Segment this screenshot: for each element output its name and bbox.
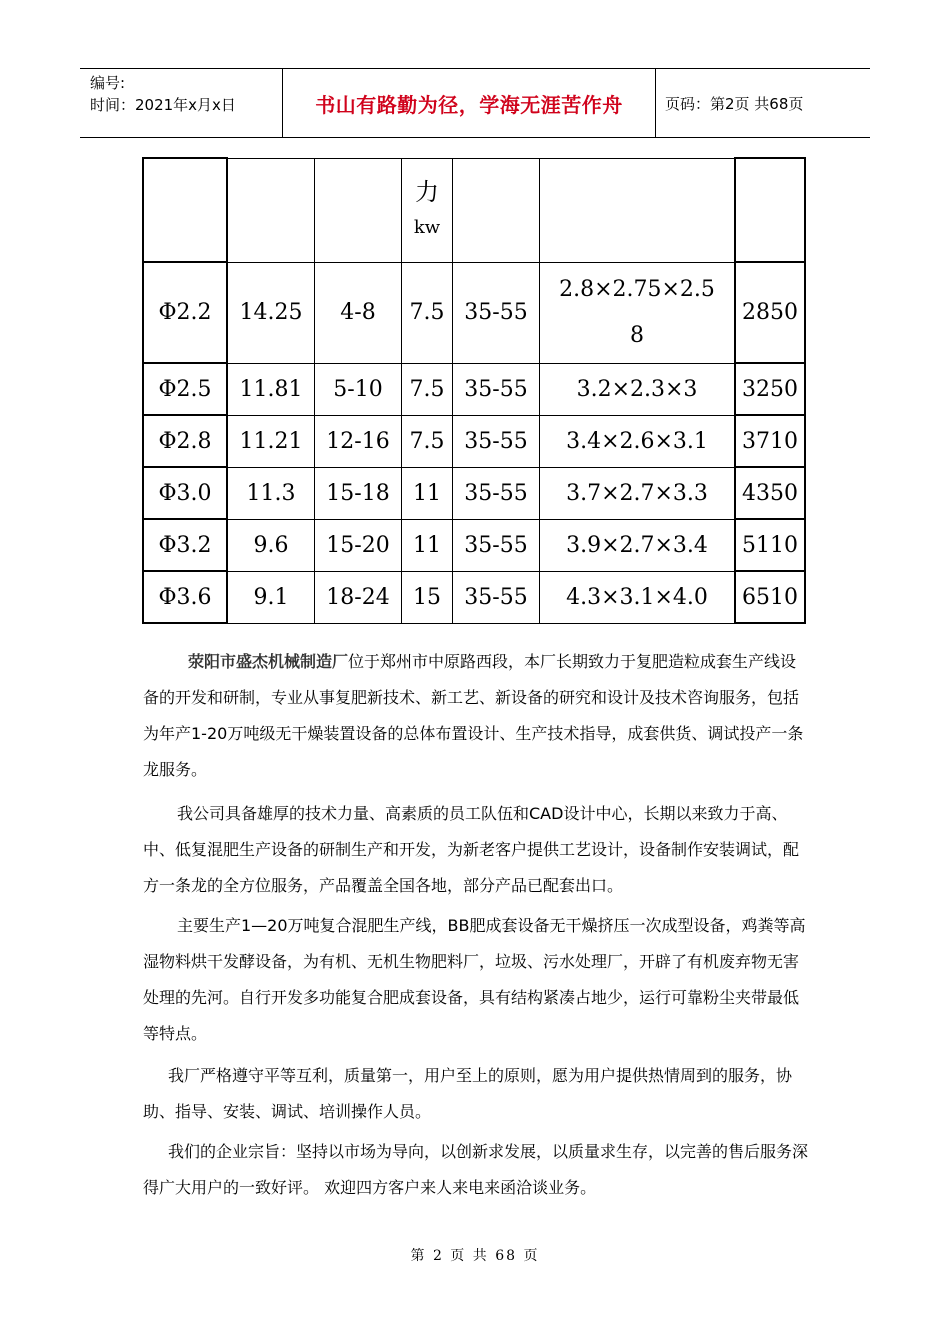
- table-cell: 7.5: [402, 415, 453, 467]
- table-cell: 35-55: [453, 519, 540, 571]
- power-head-char: 力: [415, 178, 439, 206]
- table-header-power: [402, 158, 453, 262]
- header-meta: [80, 69, 282, 137]
- table-cell: 15-20: [315, 519, 402, 571]
- power-head-unit: kw: [413, 217, 441, 238]
- table-cell: Φ2.2: [143, 262, 227, 363]
- dim-line-2: 8: [630, 322, 644, 348]
- table-cell: Φ2.8: [143, 415, 227, 467]
- page-header: [80, 68, 870, 138]
- table-header-cell: [315, 158, 402, 262]
- table-header-cell: [227, 158, 315, 262]
- table-cell: 11: [402, 467, 453, 519]
- table-cell: 11.21: [227, 415, 315, 467]
- paragraph-principles: 我厂严格遵守平等互利，质量第一，用户至上的原则，愿为用户提供热情周到的服务，协助、指导、安装、调试、培训操作人员。: [143, 1066, 793, 1121]
- table-row: [143, 262, 805, 363]
- table-cell: 11: [402, 519, 453, 571]
- paragraph-capability: 我公司具备雄厚的技术力量、高素质的员工队伍和CAD设计中心，长期以来致力于高、中、低复混肥生产设备的研制生产和开发，为新老客户提供工艺设计，设备制作安装调试，配方一条龙的全方位服务，产品覆盖全国各地，部分产品已配套出口。: [143, 804, 800, 895]
- table-cell: 14.25: [227, 262, 315, 363]
- table-cell: 11.81: [227, 363, 315, 415]
- table-cell: 7.5: [402, 363, 453, 415]
- spec-table: [142, 157, 806, 624]
- table-cell: Φ2.5: [143, 363, 227, 415]
- table-cell: 3250: [735, 363, 805, 415]
- header-motto: 书山有路勤为径，学海无涯苦作舟: [282, 69, 656, 137]
- table-cell: 9.1: [227, 571, 315, 623]
- table-cell: 35-55: [453, 262, 540, 363]
- table-row: [143, 571, 805, 623]
- table-cell: 3.9×2.7×3.4: [540, 519, 736, 571]
- table-cell: 3710: [735, 415, 805, 467]
- table-cell: 2850: [735, 262, 805, 363]
- dim-line-1: 2.8×2.75×2.5: [559, 276, 715, 302]
- paragraph-intro: [143, 644, 808, 788]
- company-name: 荥阳市盛杰机械制造厂: [188, 652, 349, 671]
- table-cell: 15: [402, 571, 453, 623]
- table-cell: 3.7×2.7×3.3: [540, 467, 736, 519]
- body-text: [143, 644, 808, 1206]
- table-cell: 3.2×2.3×3: [540, 363, 736, 415]
- header-time-label: 时间：2021年x月x日: [90, 96, 236, 114]
- table-cell: 4-8: [315, 262, 402, 363]
- table-row: [143, 467, 805, 519]
- table-cell: 6510: [735, 571, 805, 623]
- table-cell: 35-55: [453, 571, 540, 623]
- table-cell: 35-55: [453, 363, 540, 415]
- table-cell: 7.5: [402, 262, 453, 363]
- table-cell: 5110: [735, 519, 805, 571]
- table-cell: 9.6: [227, 519, 315, 571]
- table-cell: 11.3: [227, 467, 315, 519]
- page-footer: 第 2 页 共 68 页: [410, 1248, 540, 1264]
- table-cell: 35-55: [453, 415, 540, 467]
- table-cell: Φ3.0: [143, 467, 227, 519]
- table-row: [143, 363, 805, 415]
- table-cell: 5-10: [315, 363, 402, 415]
- table-row: [143, 415, 805, 467]
- table-cell: 3.4×2.6×3.1: [540, 415, 736, 467]
- table-cell-dimensions: [540, 262, 736, 363]
- table-header-cell: [453, 158, 540, 262]
- table-cell: 18-24: [315, 571, 402, 623]
- table-cell: 4350: [735, 467, 805, 519]
- table-cell: 4.3×3.1×4.0: [540, 571, 736, 623]
- table-header-row: [143, 158, 805, 262]
- paragraph-intro-text: 位于郑州市中原路西段，本厂长期致力于复肥造粒成套生产线设备的开发和研制，专业从事复肥新技术、新工艺、新设备的研究和设计及技术咨询服务，包括为年产1-20万吨级无干燥装置设备的总体布置设计、生产技术指导，成套供货、调试投产一条龙服务。: [143, 652, 804, 779]
- header-number-label: 编号:: [90, 74, 126, 92]
- table-header-cell: [735, 158, 805, 262]
- table-cell: Φ3.2: [143, 519, 227, 571]
- table-cell: Φ3.6: [143, 571, 227, 623]
- paragraph-products: 主要生产1—20万吨复合混肥生产线，BB肥成套设备无干燥挤压一次成型设备，鸡粪等高湿物料烘干发酵设备，为有机、无机生物肥料厂，垃圾、污水处理厂，开辟了有机废弃物无害处理的先河。自行开发多功能复合肥成套设备，具有结构紧凑占地少，运行可靠粉尘夹带最低等特点。: [143, 916, 806, 1043]
- table-cell: 12-16: [315, 415, 402, 467]
- paragraph-mission: 我们的企业宗旨：坚持以市场为导向，以创新求发展，以质量求生存，以完善的售后服务深得广大用户的一致好评。 欢迎四方客户来人来电来函洽谈业务。: [143, 1142, 809, 1197]
- header-page-info: 页码：第2页 共68页: [665, 94, 804, 113]
- table-row: [143, 519, 805, 571]
- table-header-cell: [143, 158, 227, 262]
- table-header-cell: [540, 158, 736, 262]
- table-cell: 35-55: [453, 467, 540, 519]
- table-cell: 15-18: [315, 467, 402, 519]
